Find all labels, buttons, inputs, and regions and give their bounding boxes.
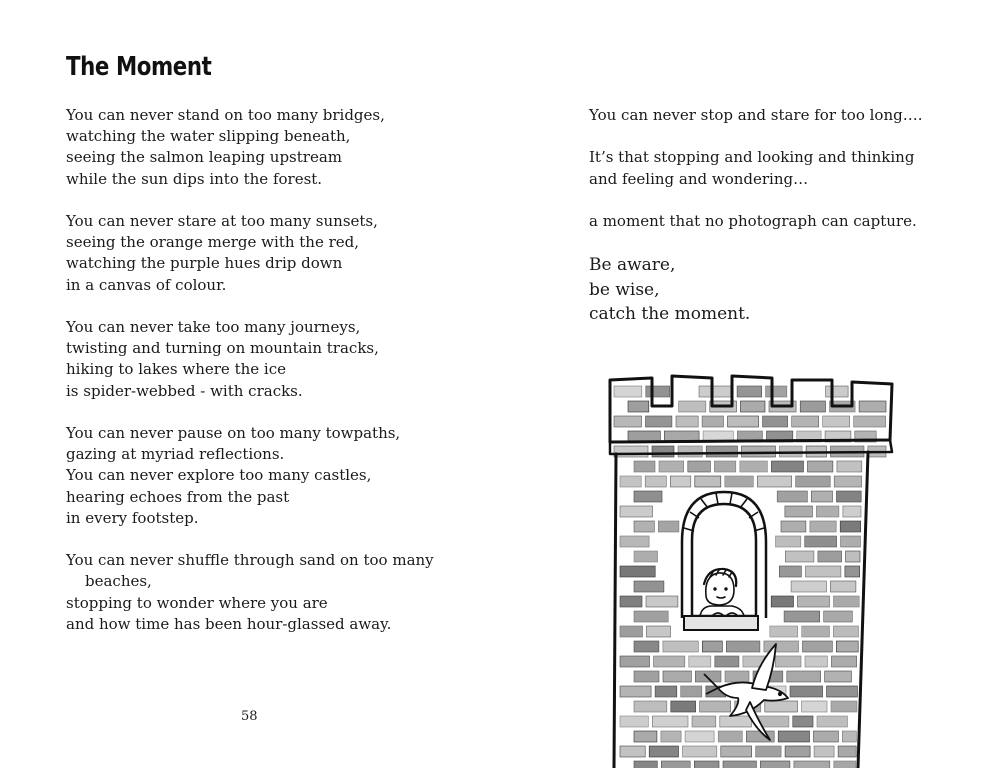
tower-brick [843,506,861,517]
tower-brick [756,746,782,757]
tower-brick [741,401,766,412]
tower-brick [692,716,716,727]
tower-brick [670,476,691,487]
tower-brick [811,491,832,502]
tower-brick [685,731,714,742]
tower-brick [791,581,826,592]
tower-brick [681,686,702,697]
tower-brick [805,656,827,667]
tower-brick [702,416,723,427]
tower-brick [854,416,886,427]
tower-brick [620,626,643,637]
poem-line: watching the water slipping beneath, [66,127,351,146]
tower-brick [770,626,798,637]
tower-brick [658,521,679,532]
tower-brick [676,416,698,427]
poem-line: Be aware, [589,255,676,276]
poem-line: You can never stand on too many bridges, [66,106,385,124]
tower-brick [785,506,813,517]
poem-line: is spider-webbed - with cracks. [66,381,303,400]
tower-brick [837,461,862,472]
right-column [589,105,949,348]
poem-line: You can never stop and stare for too long…. [589,106,923,124]
tower-brick [760,761,790,768]
tower-brick [837,491,862,502]
tower-brick [699,386,733,397]
tower-brick [790,686,823,697]
poem-line: You can never shuffle through sand on too many [66,551,434,570]
tower-brick [620,596,642,607]
tower-brick [814,746,834,757]
tower-brick [715,656,739,667]
tower-brick [831,581,856,592]
tower-brick [620,716,648,727]
tower-brick [646,596,678,607]
poem-line: You can never take too many journeys, [66,318,361,336]
tower-brick [728,416,759,427]
stanza-towpaths [66,423,486,529]
tower-brick [765,701,798,712]
tower-brick [806,566,841,577]
tower-brick [647,626,671,637]
stanza-stopping [589,147,949,189]
tower-brick [720,716,752,727]
poem-title: The Moment [66,52,212,82]
tower-brick [671,701,696,712]
tower-brick [634,461,655,472]
tower-brick [646,386,670,397]
poem-line: a moment that no photograph can capture. [589,211,917,230]
tower-brick [634,701,667,712]
tower-brick [842,731,856,742]
tower-brick [634,641,659,652]
poem-line: in every footstep. [66,508,199,527]
tower-brick [634,521,654,532]
tower-brick [818,551,842,562]
tower-brick [757,476,791,487]
tower-brick [817,716,848,727]
stanza-sunsets [66,211,486,296]
tower-brick [740,461,768,472]
tower-brick [663,641,698,652]
tower-brick [825,671,852,682]
tower-brick [775,656,801,667]
tower-brick [764,641,799,652]
tower-brick [805,536,837,547]
tower-brick [723,761,756,768]
tower-brick [834,596,860,607]
tower-brick [763,416,788,427]
poem-line: catch the moment. [589,304,751,325]
tower-brick [836,641,858,652]
tower-brick [661,761,690,768]
tower-brick [700,701,731,712]
tower-brick [785,551,814,562]
poem-line: gazing at myriad reflections. [66,445,285,464]
tower-brick [614,386,642,397]
tower-brick [810,521,836,532]
arched-window [682,492,766,630]
tower-brick [816,506,839,517]
poem-line: You can never explore too many castles, [66,466,372,485]
left-column [66,105,486,656]
tower-brick [702,641,722,652]
tower-brick [695,476,721,487]
tower-brick [634,611,668,622]
tower-brick [695,671,721,682]
tower-brick [838,746,856,757]
tower-brick [620,506,653,517]
tower-brick [794,761,830,768]
tower-brick [652,716,688,727]
tower-brick [628,401,649,412]
poem-line: You can never pause on too many towpaths, [66,424,401,442]
castle-tower-illustration [600,368,900,768]
tower-brick [620,746,645,757]
stanza-stop-and-stare [589,105,949,126]
tower-brick [827,686,858,697]
tower-brick [659,461,684,472]
tower-brick [833,626,858,637]
tower-brick [831,701,857,712]
tower-brick [859,401,886,412]
tower-brick [620,476,641,487]
tower-brick [726,641,760,652]
tower-brick [688,461,711,472]
stanza-bridges [66,105,486,190]
poem-line: be wise, [589,279,660,300]
tower-brick [845,566,860,577]
tower-brick [771,461,803,472]
tower-brick [718,731,742,742]
tower-brick [771,596,793,607]
tower-brick [785,746,810,757]
stanza-photograph [589,211,949,232]
tower-brick [784,611,820,622]
tower-brick [725,476,754,487]
tower-brick [634,581,664,592]
tower-brick [824,611,853,622]
tower-brick [689,656,711,667]
tower-brick [661,731,681,742]
tower-brick [826,386,849,397]
tower-brick [645,476,666,487]
tower-brick [706,446,737,457]
tower-brick [634,671,659,682]
tower-brick [634,731,657,742]
stanza-journeys [66,317,486,402]
poem-line: hiking to lakes where the ice [66,360,286,379]
tower-brick [646,416,672,427]
poem-line: seeing the salmon leaping upstream [66,148,342,167]
tower-brick [787,671,821,682]
tower-brick [654,656,685,667]
tower-brick [634,551,658,562]
tower-brick [834,761,856,768]
tower-brick [792,416,819,427]
tower-brick [683,746,717,757]
tower-brick [634,761,657,768]
tower-brick [802,626,830,637]
poem-line: twisting and turning on mountain tracks, [66,339,379,358]
tower-brick [634,491,662,502]
tower-brick [620,536,649,547]
poem-line: It’s that stopping and looking and thinking [589,148,915,167]
tower-brick [614,416,642,427]
tower-brick [823,416,850,427]
tower-brick [776,536,801,547]
tower-brick [694,761,719,768]
tower-brick [781,521,806,532]
tower-brick [831,656,856,667]
tower-brick [766,386,787,397]
tower-brick [808,461,833,472]
tower-brick [778,731,809,742]
tower-brick [841,536,861,547]
tower-brick [721,746,752,757]
page-number: 58 [241,709,258,724]
tower-brick [834,476,861,487]
tower-brick [655,686,677,697]
tower-brick [614,446,648,457]
tower-brick [814,731,839,742]
tower-brick [620,686,651,697]
tower-brick [725,671,749,682]
tower-brick [793,716,813,727]
tower-brick [620,656,650,667]
tower-brick [737,386,762,397]
tower-brick [620,566,655,577]
poem-line: You can never stare at too many sunsets, [66,212,378,230]
tower-brick [846,551,860,562]
poem-line: watching the purple hues drip down [66,254,343,273]
poem-line: in a canvas of colour. [66,275,227,294]
poem-line: hearing echoes from the past [66,487,290,506]
poem-line: beaches, [85,572,152,591]
tower-brick [714,461,735,472]
poem-line: and how time has been hour-glassed away. [66,614,392,633]
stanza-be-aware [589,253,949,327]
tower-brick [652,446,674,457]
tower-brick [777,491,807,502]
tower-brick [797,596,829,607]
poem-line: and feeling and wondering… [589,169,809,188]
tower-brick [679,401,706,412]
stanza-beaches [66,550,486,635]
tower-brick [796,476,831,487]
poem-line: stopping to wonder where you are [66,593,328,612]
tower-brick [802,701,828,712]
tower-brick [663,671,691,682]
tower-brick [678,446,702,457]
poem-line: while the sun dips into the forest. [66,169,323,188]
poem-line: seeing the orange merge with the red, [66,233,360,252]
tower-brick [742,446,776,457]
tower-brick [840,521,861,532]
tower-brick [800,401,825,412]
tower-brick [779,566,801,577]
tower-brick [803,641,833,652]
tower-brick [649,746,678,757]
